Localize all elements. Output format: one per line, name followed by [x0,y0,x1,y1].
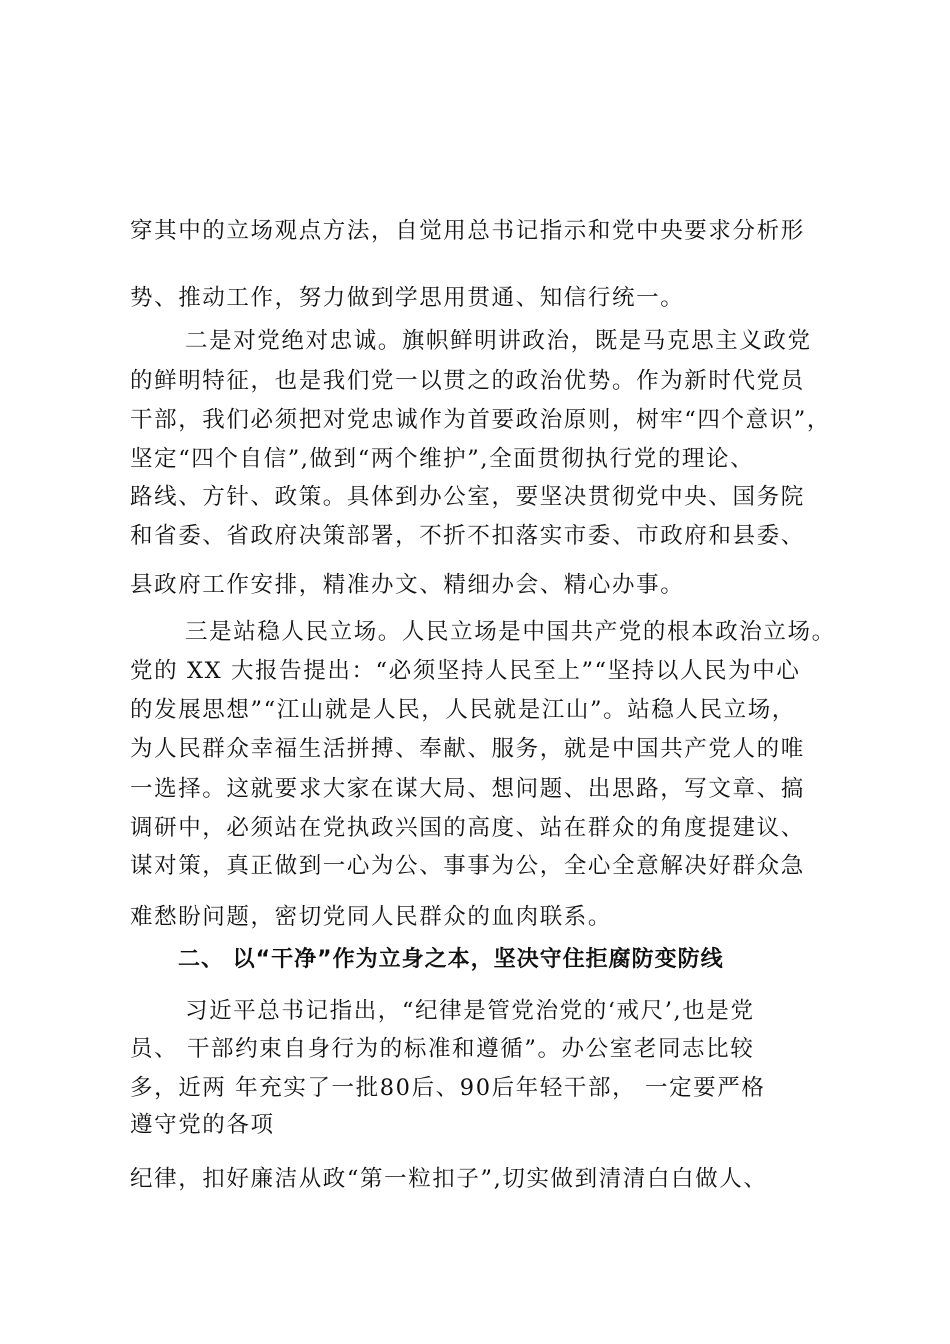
paragraph-line: 党的 XX 大报告提出：“必须坚持人民至上”“坚持以人民为中心 [130,658,801,684]
paragraph-line: 干部，我们必须把对党忠诚作为首要政治原则，树牢“四个意识”， [130,407,832,433]
paragraph-line: 员、 干部约束自身行为的标准和遵循”。办公室老同志比较 [130,1036,755,1062]
paragraph-line: 纪律，扣好廉洁从政“第一粒扣子”,切实做到清清白白做人、 [130,1166,768,1192]
paragraph-line: 的发展思想”“江山就是人民，人民就是江山”。站稳人民立场， [130,697,796,723]
paragraph-line: 三是站稳人民立场。人民立场是中国共产党的根本政治立场。 [185,619,836,645]
paragraph-line: 遵守党的各项 [130,1112,275,1138]
paragraph-line: 调研中，必须站在党执政兴国的高度、站在群众的角度提建议、 [130,815,805,841]
paragraph-line: 谋对策，真正做到一心为公、事事为公，全心全意解决好群众急 [130,853,805,879]
paragraph-line: 的鲜明特征，也是我们党一以贯之的政治优势。作为新时代党员 [130,368,805,394]
paragraph-line: 习近平总书记指出，“纪律是管党治党的‘戒尺’,也是党 [185,998,755,1024]
section-heading: 二、 以“干净”作为立身之本，坚决守住拒腐防变防线 [178,947,724,972]
paragraph-line: 路线、方针、政策。具体到办公室，要坚决贯彻党中央、国务院 [130,484,805,510]
paragraph-line: 为人民群众幸福生活拼搏、奉献、服务，就是中国共产党人的唯 [130,736,805,762]
paragraph-line: 穿其中的立场观点方法，自觉用总书记指示和党中央要求分析形 [130,218,805,244]
paragraph-line: 县政府工作安排，精准办文、精细办会、精心办事。 [130,572,685,598]
paragraph-line: 势、推动工作，努力做到学思用贯通、知信行统一。 [130,285,685,311]
paragraph-line: 一选择。这就要求大家在谋大局、想问题、出思路，写文章、搞 [130,776,805,802]
paragraph-line: 坚定“四个自信”,做到“两个维护”,全面贯彻执行党的理论、 [130,446,755,472]
paragraph-line: 和省委、省政府决策部署，不折不扣落实市委、市政府和县委、 [130,523,805,549]
paragraph-line: 二是对党绝对忠诚。旗帜鲜明讲政治，既是马克思主义政党 [185,328,812,354]
paragraph-line: 难愁盼问题，密切党同人民群众的血肉联系。 [130,904,613,930]
paragraph-line: 多，近两 年充实了一批80后、90后年轻干部， 一定要严格 [130,1075,766,1101]
